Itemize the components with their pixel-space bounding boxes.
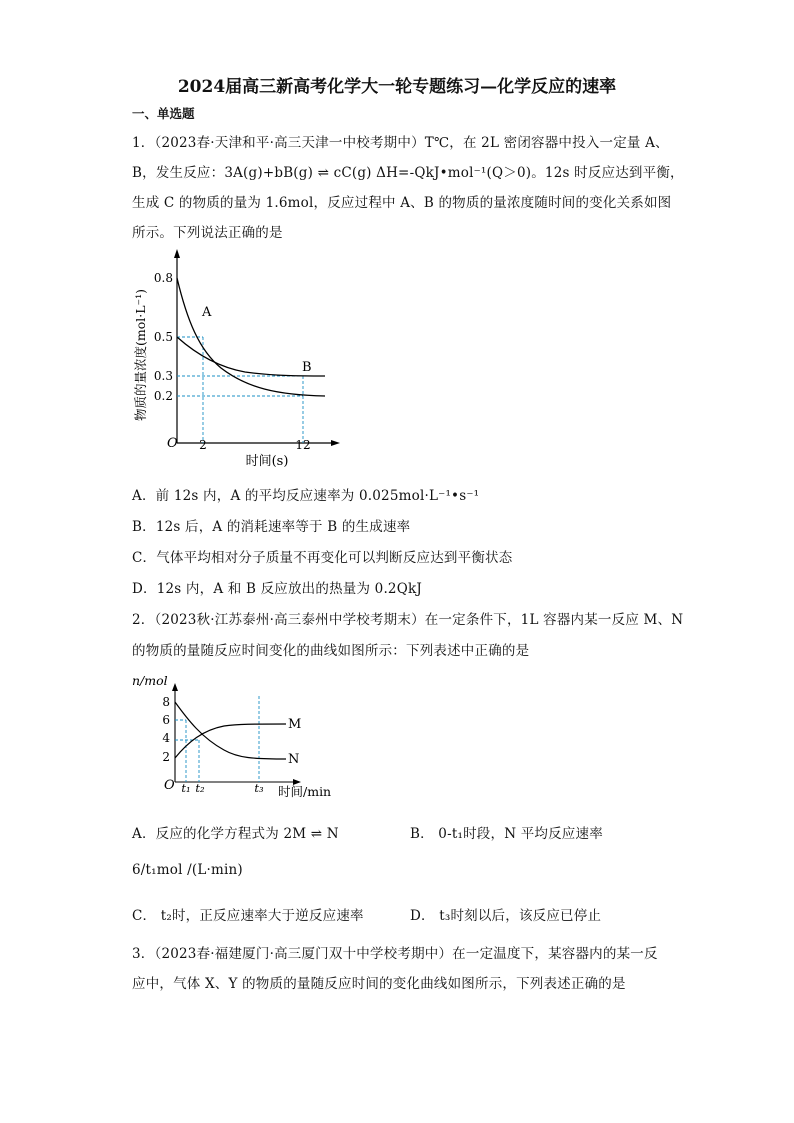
x-tick-label: 12 xyxy=(295,438,311,452)
option-d: D． t₃时刻以后，该反应已停止 xyxy=(410,908,602,924)
x-axis-arrow xyxy=(331,440,340,446)
question-text-line: 3．（2023春·福建厦门·高三厦门双十中学校考期中）在一定温度下，某容器内的某一反 xyxy=(132,946,658,962)
moles-time-chart xyxy=(128,668,343,803)
question-text-line: 1．（2023春·天津和平·高三天津一中校考期中）T℃，在 2L 密闭容器中投入一定量 A、 xyxy=(132,135,669,151)
section-heading: 一、单选题 xyxy=(132,106,195,121)
origin-label: O xyxy=(167,436,178,451)
question-text-line: 应中，气体 X、Y 的物质的量随反应时间的变化曲线如图所示，下列表述正确的是 xyxy=(132,976,626,992)
x-axis-label: 时间(s) xyxy=(245,454,289,469)
option-a: A．反应的化学方程式为 2M ⇌ N xyxy=(132,826,339,842)
curve-n xyxy=(175,702,286,759)
question-text-line: 所示。下列说法正确的是 xyxy=(132,225,283,241)
option-b: B．12s 后，A 的消耗速率等于 B 的生成速率 xyxy=(132,519,411,535)
y-tick-label: 2 xyxy=(162,750,170,764)
curve-label-n: N xyxy=(288,752,300,767)
y-tick-label: 4 xyxy=(162,731,170,745)
option-c: C．气体平均相对分子质量不再变化可以判断反应达到平衡状态 xyxy=(132,550,513,566)
option-b: B． 0-t₁时段，N 平均反应速率 xyxy=(410,826,603,842)
y-tick-label: 6 xyxy=(162,713,170,727)
concentration-time-chart xyxy=(125,245,340,470)
x-tick-label: t₃ xyxy=(254,781,264,795)
curve-label-a: A xyxy=(202,305,212,320)
option-d: D．12s 内，A 和 B 反应放出的热量为 0.2QkJ xyxy=(132,581,422,597)
y-tick-label: 0.5 xyxy=(153,330,173,344)
y-axis-arrow xyxy=(172,683,178,691)
page-title: 2024届高三新高考化学大一轮专题练习—化学反应的速率 xyxy=(177,77,617,97)
option-a: A．前 12s 内，A 的平均反应速率为 0.025mol·L⁻¹•s⁻¹ xyxy=(132,488,480,504)
y-tick-label: 0.3 xyxy=(153,369,173,383)
y-tick-label: 8 xyxy=(162,695,170,709)
curve-label-m: M xyxy=(288,717,302,732)
option-c: C． t₂时，正反应速率大于逆反应速率 xyxy=(132,908,364,924)
question-text-line: B，发生反应：3A(g)+bB(g) ⇌ cC(g) ΔH=-QkJ•mol⁻¹(Q＞0)。12s 时反应达到平衡， xyxy=(132,165,684,181)
y-tick-label: 0.2 xyxy=(153,389,173,403)
y-tick-label: 0.8 xyxy=(153,271,173,285)
x-tick-label: t₂ xyxy=(195,781,205,795)
option-b-continued: 6/t₁mol /(L·min) xyxy=(132,862,243,878)
y-axis-label: 物质的量浓度(mol·L⁻¹) xyxy=(133,288,148,422)
question-text-line: 生成 C 的物质的量为 1.6mol，反应过程中 A、B 的物质的量浓度随时间的变化关系如图 xyxy=(132,195,672,211)
y-axis-label: n/mol xyxy=(132,673,168,688)
x-tick-label: 2 xyxy=(199,438,207,452)
question-text-line: 的物质的量随反应时间变化的曲线如图所示：下列表述中正确的是 xyxy=(132,643,530,659)
x-axis-label: 时间/min xyxy=(278,784,332,799)
origin-label: O xyxy=(164,778,175,793)
question-text-line: 2．（2023秋·江苏泰州·高三泰州中学校考期末）在一定条件下，1L 容器内某一反应 M、N xyxy=(132,612,684,628)
y-axis-arrow xyxy=(174,249,180,258)
curve-label-b: B xyxy=(302,360,312,375)
x-tick-label: t₁ xyxy=(181,781,191,795)
